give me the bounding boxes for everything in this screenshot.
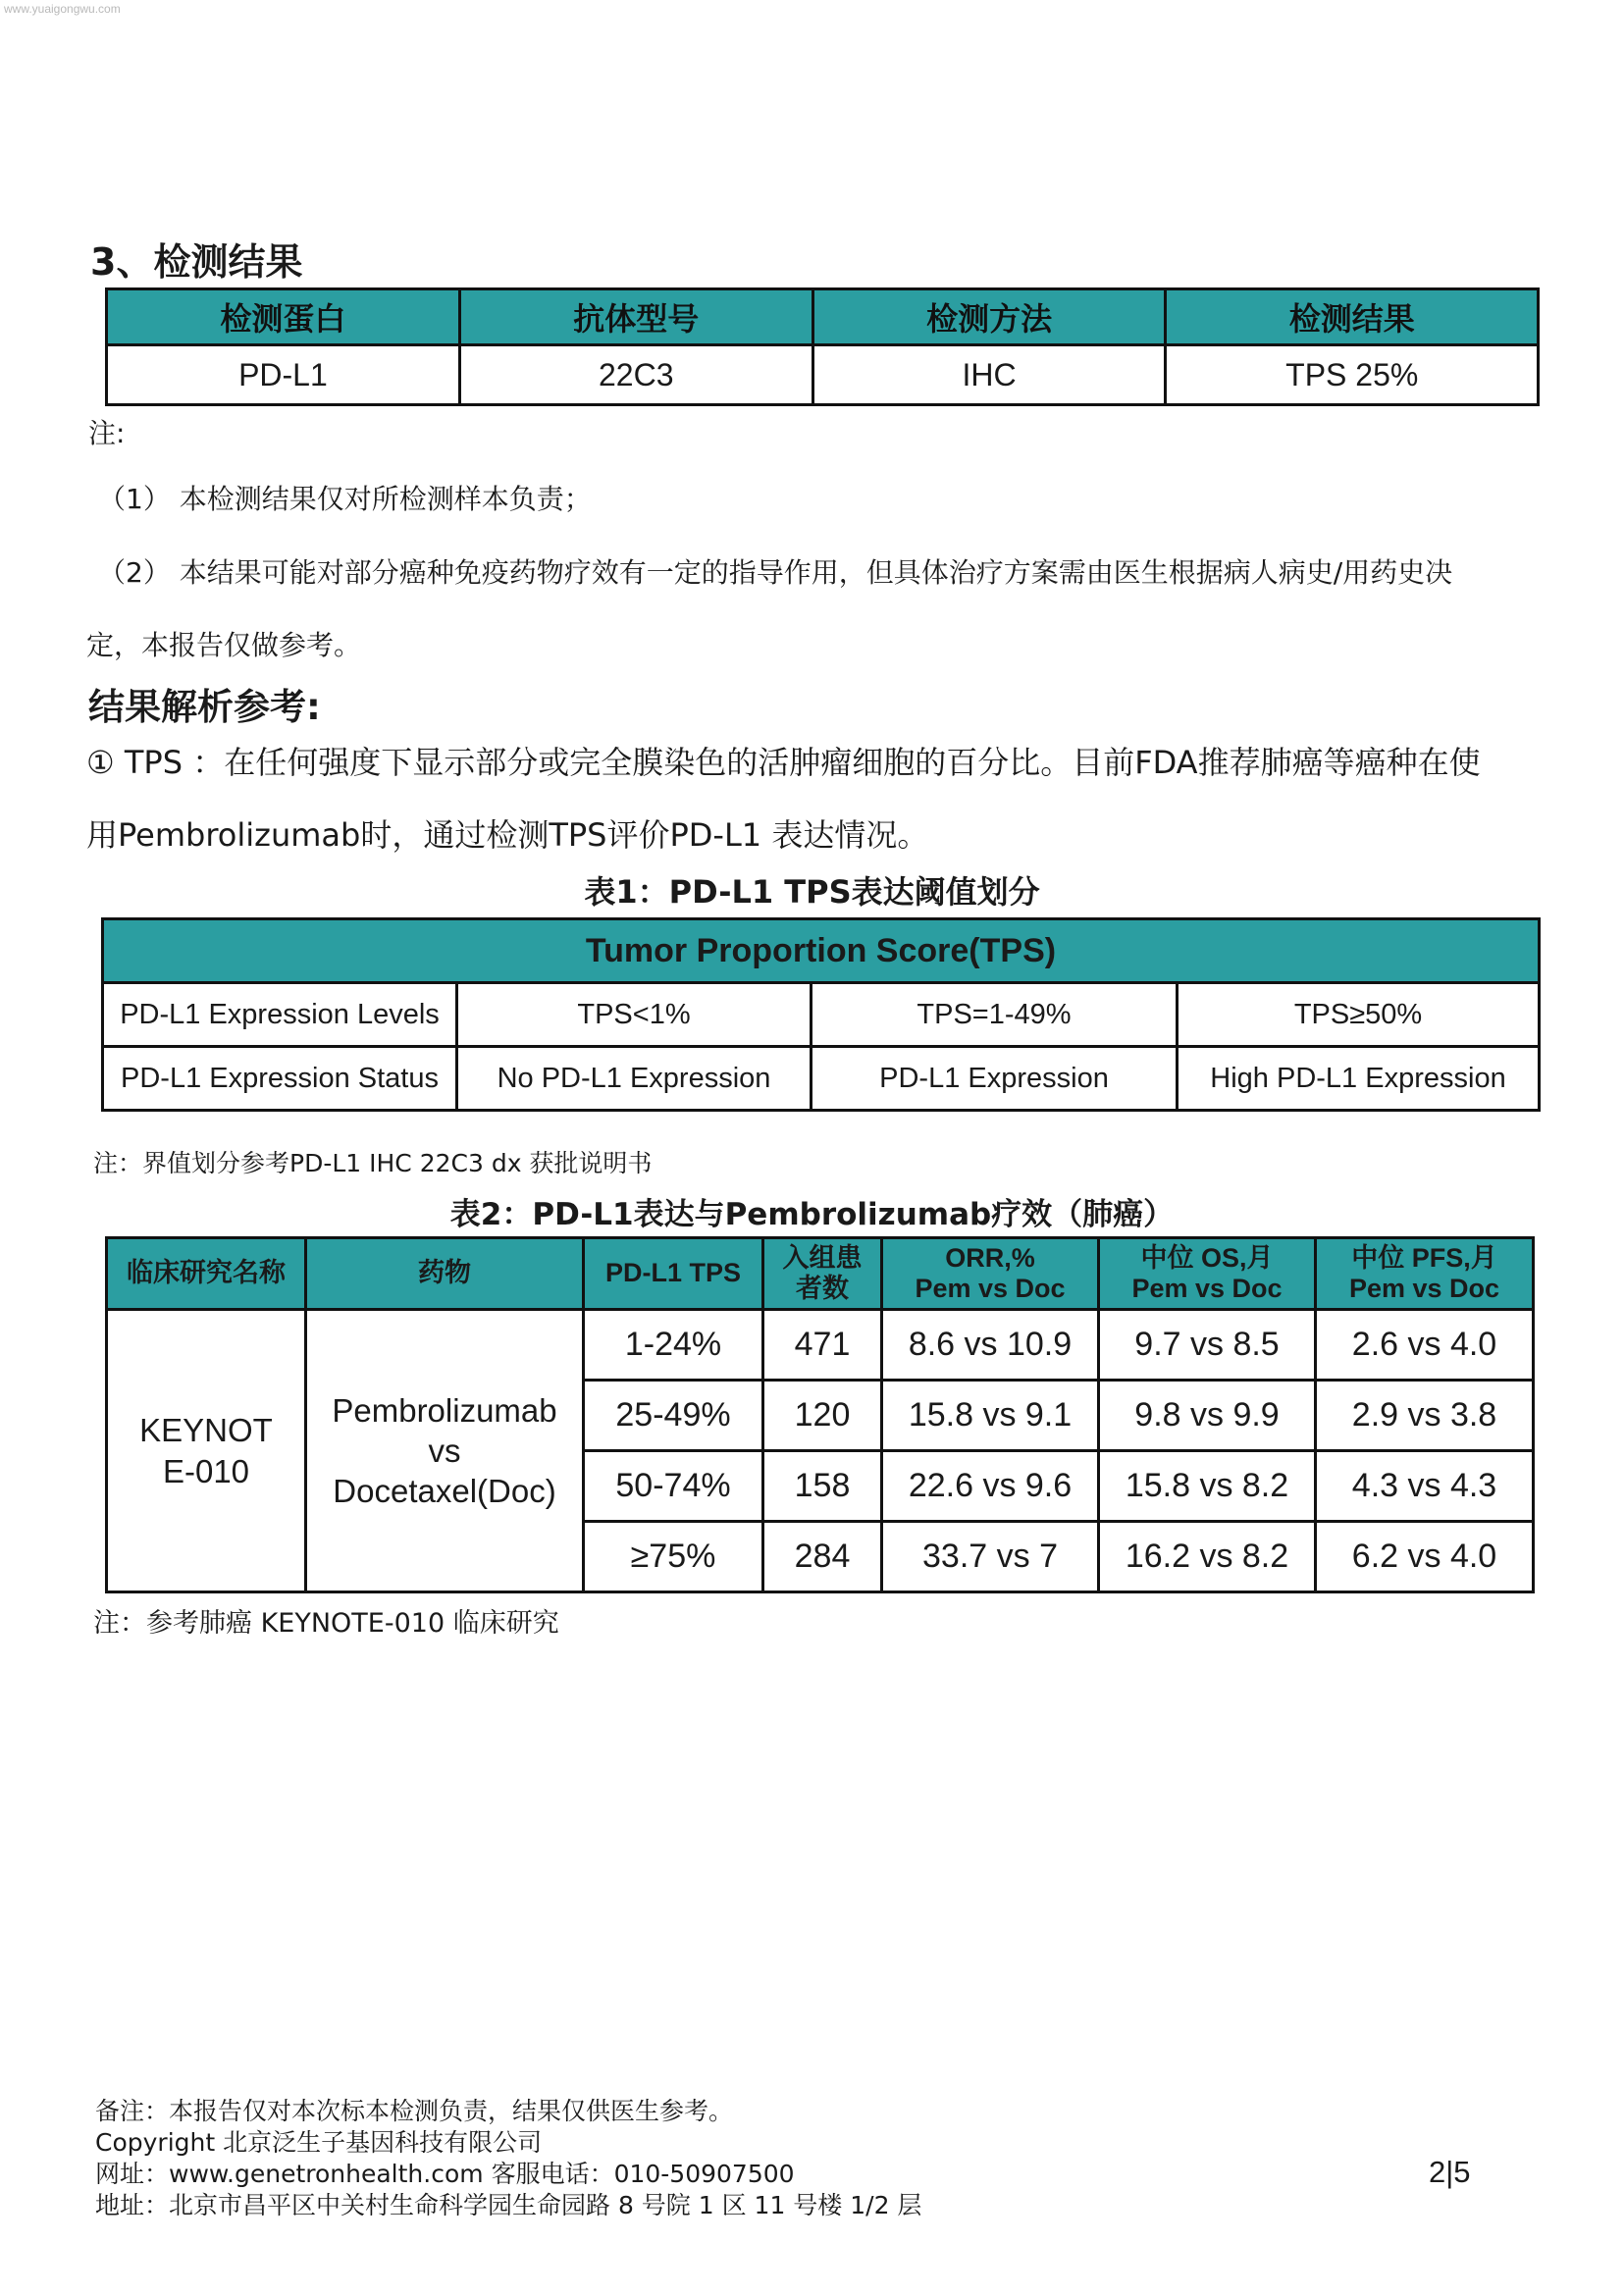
- header-orr-line1: ORR,%: [945, 1242, 1035, 1273]
- footer-address: 地址：北京市昌平区中关村生命科学园生命园路 8 号院 1 区 11 号楼 1/2 层: [95, 2191, 922, 2219]
- header-drug: 药物: [306, 1238, 584, 1310]
- study-name-cell: [107, 1310, 306, 1592]
- tps-cell: High PD-L1 Expression: [1178, 1047, 1540, 1111]
- analysis-title: 结果解析参考:: [88, 686, 321, 728]
- tps-row-label: PD-L1 Expression Status: [103, 1047, 457, 1111]
- cell-os: 9.8 vs 9.9: [1099, 1381, 1316, 1451]
- header-protein: 检测蛋白: [107, 289, 460, 345]
- drug-cell: [306, 1310, 584, 1592]
- study-name-line1: KEYNOT: [139, 1412, 273, 1449]
- tps-cell: TPS=1-49%: [812, 983, 1178, 1047]
- cell-method: IHC: [812, 345, 1166, 405]
- cell-os: 15.8 vs 8.2: [1099, 1451, 1316, 1522]
- header-tps: PD-L1 TPS: [584, 1238, 763, 1310]
- cell-pfs: 2.6 vs 4.0: [1316, 1310, 1534, 1381]
- drug-line3: Docetaxel(Doc): [333, 1473, 556, 1510]
- footer-contact: 网址：www.genetronhealth.com 客服电话：010-50907500: [95, 2160, 795, 2188]
- note-2-continued: 定，本报告仅做参考。: [86, 629, 362, 661]
- table1-title: 表1：PD-L1 TPS表达阈值划分: [584, 873, 1040, 911]
- cell-result: TPS 25%: [1166, 345, 1539, 405]
- header-orr-line2: Pem vs Doc: [915, 1274, 1066, 1303]
- header-os-line1: 中位 OS,月: [1140, 1242, 1274, 1273]
- cell-protein: PD-L1: [107, 345, 460, 405]
- cell-orr: 22.6 vs 9.6: [882, 1451, 1099, 1522]
- cell-orr: 15.8 vs 9.1: [882, 1381, 1099, 1451]
- cell-os: 16.2 vs 8.2: [1099, 1522, 1316, 1592]
- header-enrolled-line2: 者数: [796, 1274, 849, 1303]
- table-row: [107, 1310, 1534, 1381]
- cell-enrolled: 284: [763, 1522, 882, 1592]
- footer-remark: 备注：本报告仅对本次标本检测负责，结果仅供医生参考。: [95, 2097, 734, 2125]
- header-os: [1099, 1238, 1316, 1310]
- table1-note: 注：界值划分参考PD-L1 IHC 22C3 dx 获批说明书: [93, 1149, 653, 1177]
- table-row: [107, 345, 1539, 405]
- cell-os: 9.7 vs 8.5: [1099, 1310, 1316, 1381]
- efficacy-table: [105, 1236, 1535, 1593]
- header-pfs-line2: Pem vs Doc: [1348, 1274, 1500, 1303]
- cell-enrolled: 120: [763, 1381, 882, 1451]
- results-table: [105, 287, 1540, 406]
- header-os-line2: Pem vs Doc: [1131, 1274, 1283, 1303]
- cell-tps: ≥75%: [584, 1522, 763, 1592]
- header-study: 临床研究名称: [107, 1238, 306, 1310]
- tps-row-label: PD-L1 Expression Levels: [103, 983, 457, 1047]
- cell-tps: 50-74%: [584, 1451, 763, 1522]
- drug-line2: vs: [428, 1432, 461, 1469]
- header-antibody: 抗体型号: [459, 289, 812, 345]
- cell-orr: 33.7 vs 7: [882, 1522, 1099, 1592]
- results-header-row: [107, 289, 1539, 345]
- cell-antibody: 22C3: [459, 345, 812, 405]
- cell-pfs: 2.9 vs 3.8: [1316, 1381, 1534, 1451]
- tps-header: Tumor Proportion Score(TPS): [103, 919, 1540, 983]
- note-1: （1） 本检测结果仅对所检测样本负责；: [98, 483, 592, 515]
- header-enrolled-line1: 入组患: [782, 1242, 863, 1273]
- header-result: 检测结果: [1166, 289, 1539, 345]
- header-method: 检测方法: [812, 289, 1166, 345]
- tps-header-row: [103, 919, 1540, 983]
- header-pfs: [1316, 1238, 1534, 1310]
- cell-pfs: 4.3 vs 4.3: [1316, 1451, 1534, 1522]
- header-pfs-line1: 中位 PFS,月: [1351, 1242, 1497, 1273]
- cell-enrolled: 471: [763, 1310, 882, 1381]
- cell-pfs: 6.2 vs 4.0: [1316, 1522, 1534, 1592]
- page-number: 2|5: [1429, 2155, 1471, 2189]
- cell-tps: 25-49%: [584, 1381, 763, 1451]
- analysis-paragraph-2: 用Pembrolizumab时，通过检测TPS评价PD-L1 表达情况。: [86, 816, 929, 854]
- study-name-line2: E-010: [162, 1452, 250, 1489]
- tps-threshold-table: [101, 917, 1541, 1112]
- header-orr: [882, 1238, 1099, 1310]
- table2-note: 注：参考肺癌 KEYNOTE-010 临床研究: [93, 1608, 559, 1639]
- page-footer: [95, 2096, 921, 2221]
- header-enrolled: [763, 1238, 882, 1310]
- tps-cell: TPS≥50%: [1178, 983, 1540, 1047]
- table-row: [103, 983, 1540, 1047]
- drug-line1: Pembrolizumab: [332, 1391, 557, 1429]
- watermark: www.yuaigongwu.com: [4, 2, 121, 16]
- note-2: （2） 本结果可能对部分癌种免疫药物疗效有一定的指导作用，但具体治疗方案需由医生根据病人病史/用药史决: [98, 556, 1453, 589]
- footer-copyright: Copyright 北京泛生子基因科技有限公司: [95, 2128, 543, 2157]
- table2-title: 表2：PD-L1表达与Pembrolizumab疗效（肺癌）: [449, 1197, 1175, 1232]
- tps-cell: PD-L1 Expression: [812, 1047, 1178, 1111]
- table-row: [103, 1047, 1540, 1111]
- tps-cell: No PD-L1 Expression: [457, 1047, 812, 1111]
- analysis-paragraph-1: ① TPS ：在任何强度下显示部分或完全膜染色的活肿瘤细胞的百分比。目前FDA推荐肺癌等癌种在使: [86, 744, 1481, 781]
- cell-tps: 1-24%: [584, 1310, 763, 1381]
- section-title-results: 3、检测结果: [90, 240, 303, 284]
- cell-orr: 8.6 vs 10.9: [882, 1310, 1099, 1381]
- tps-cell: TPS<1%: [457, 983, 812, 1047]
- notes-lead: 注:: [88, 417, 126, 449]
- efficacy-header-row: [107, 1238, 1534, 1310]
- cell-enrolled: 158: [763, 1451, 882, 1522]
